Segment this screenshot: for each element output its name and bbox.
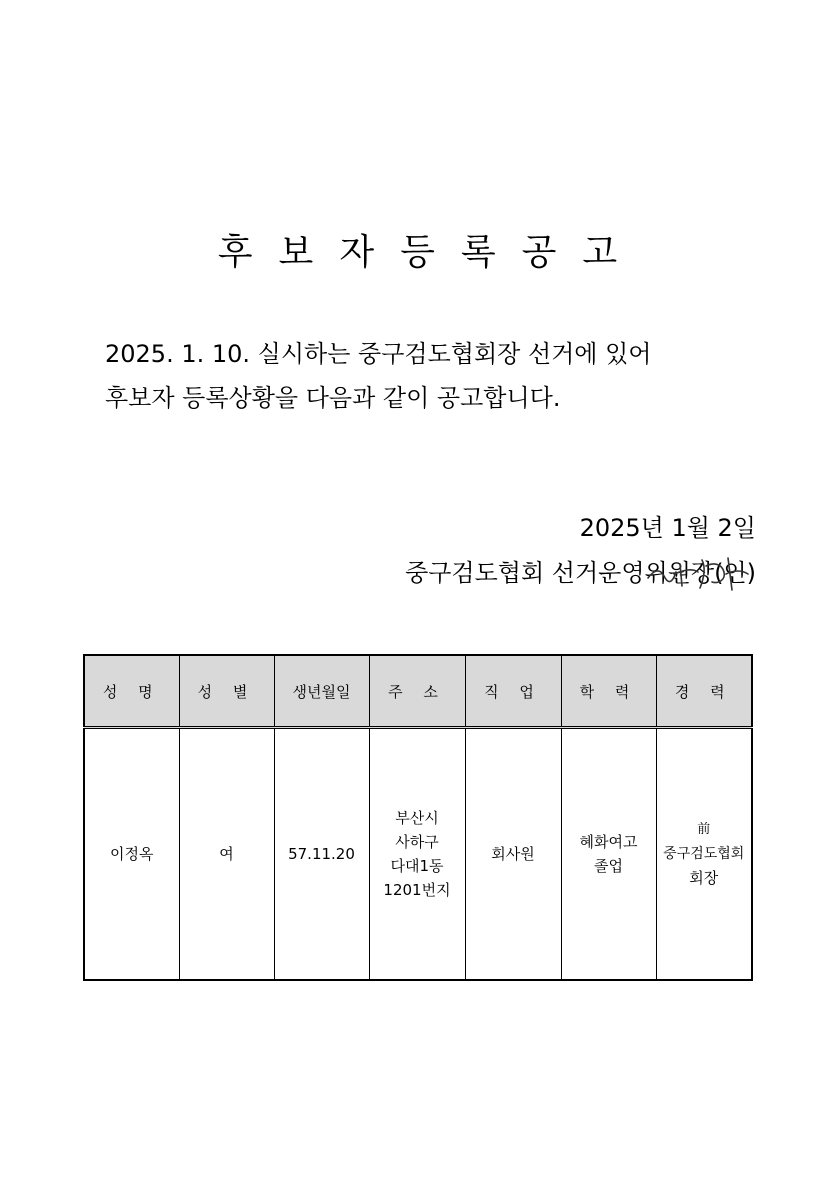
address-line: 1201번지 (383, 881, 451, 899)
intro-text (105, 332, 785, 420)
notice-date: 2025년 1월 2일 (579, 514, 756, 542)
career-line: 前 (697, 822, 711, 837)
cell-career (656, 728, 752, 981)
header-education: 학 력 (561, 655, 656, 728)
header-address: 주 소 (369, 655, 465, 728)
education-line: 졸업 (594, 857, 623, 875)
header-name: 성 명 (84, 655, 179, 728)
table-row (84, 728, 752, 981)
education-line: 혜화여고 (579, 833, 638, 851)
header-job: 직 업 (465, 655, 561, 728)
address-line: 부산시 (395, 809, 439, 827)
cell-name: 이정옥 (84, 728, 179, 981)
cell-education (561, 728, 656, 981)
candidate-table (83, 654, 753, 981)
address-line: 사하구 (395, 833, 439, 851)
cell-address (369, 728, 465, 981)
page-title: 후보자등록공고 (217, 232, 644, 273)
header-gender: 성 별 (179, 655, 274, 728)
table-header-row (84, 655, 752, 728)
career-line: 중구검도협회 (663, 846, 745, 862)
cell-birth: 57.11.20 (274, 728, 369, 981)
signer-title: 중구검도협회 선거운영위원장(인) (405, 559, 756, 587)
intro-line-2: 후보자 등록상황을 다음과 같이 공고합니다. (105, 384, 561, 412)
intro-line-1: 2025. 1. 10. 실시하는 중구검도협회장 선거에 있어 (105, 340, 652, 368)
header-career: 경 력 (656, 655, 752, 728)
career-line: 회장 (689, 869, 719, 887)
address-line: 다대1동 (390, 857, 444, 875)
cell-job: 회사원 (465, 728, 561, 981)
cell-gender: 여 (179, 728, 274, 981)
header-birth: 생년월일 (274, 655, 369, 728)
